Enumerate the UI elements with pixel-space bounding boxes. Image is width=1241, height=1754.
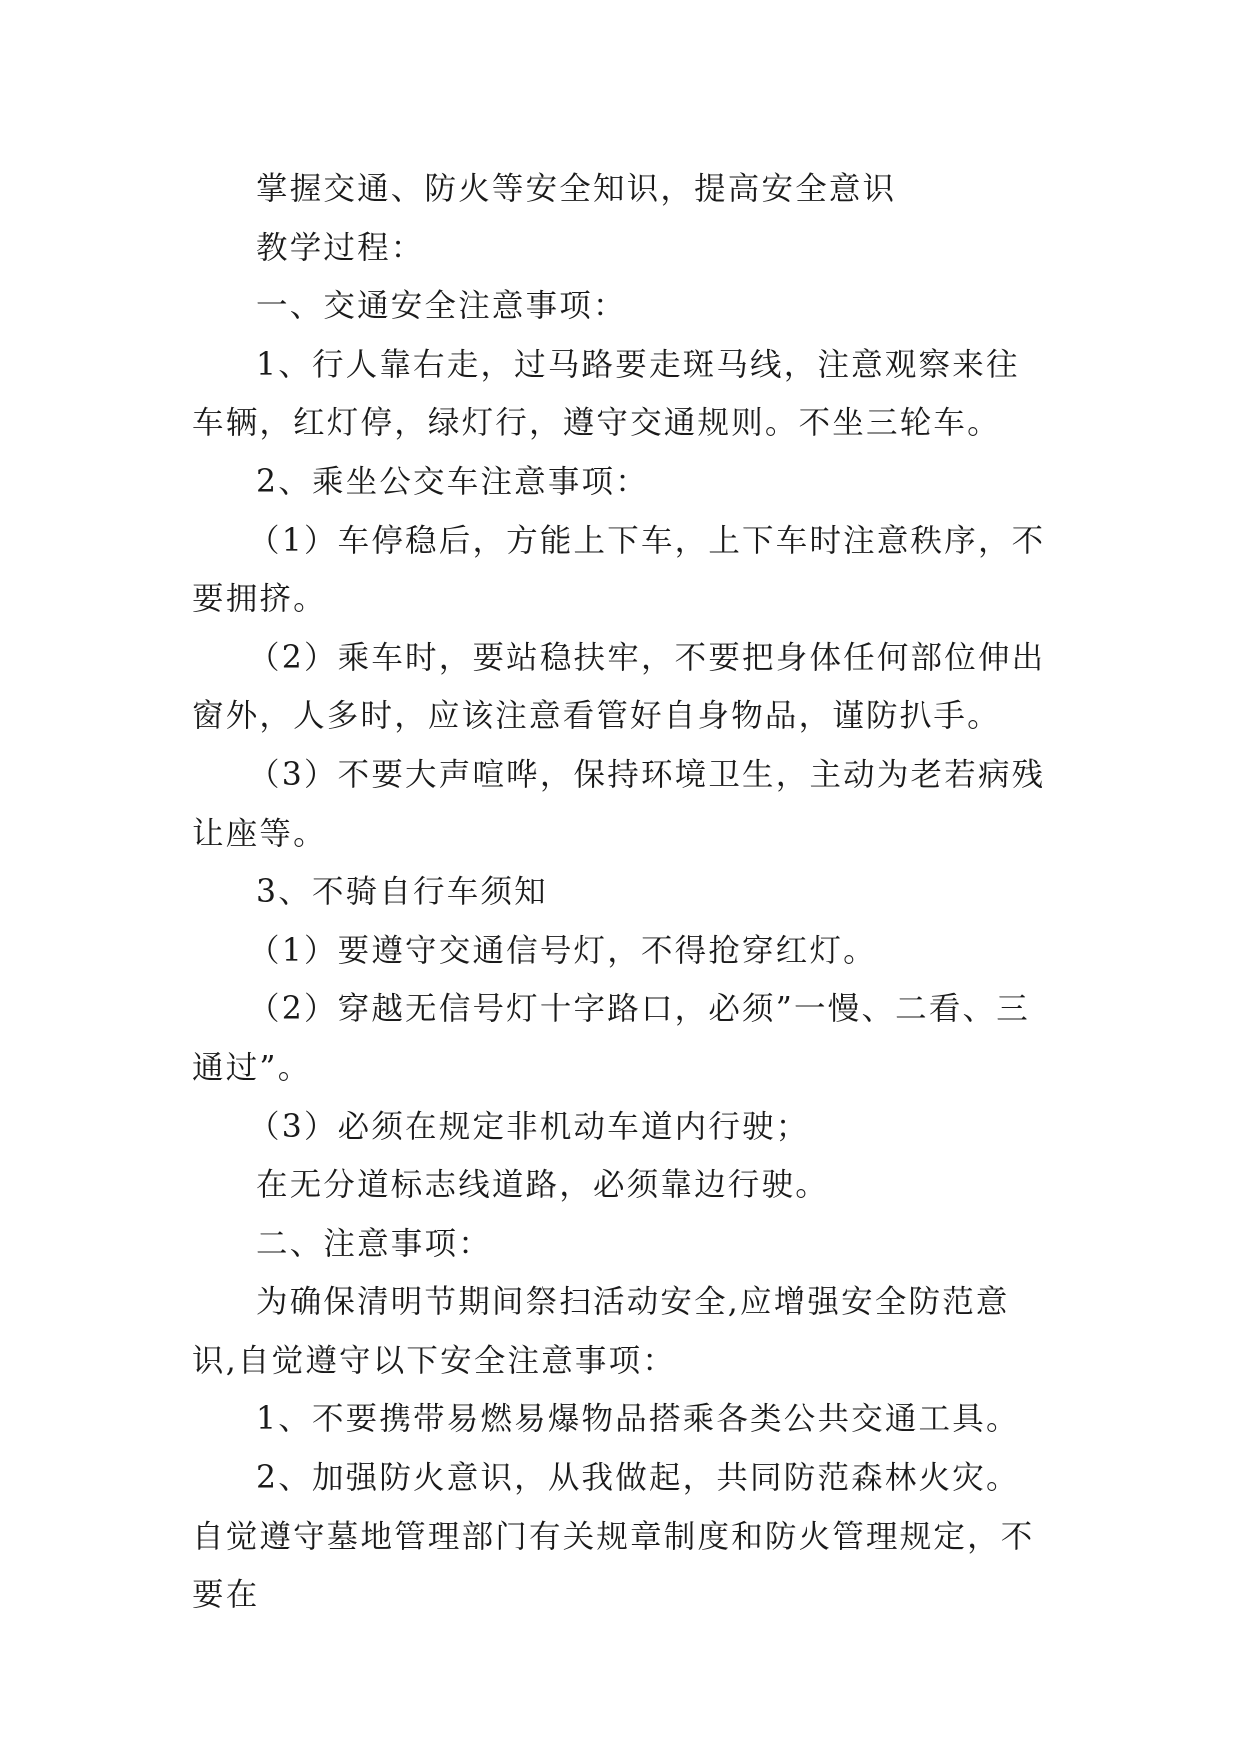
- paragraph-bicycle-2: （2）穿越无信号灯十字路口，必须”一慢、二看、三通过”。: [192, 991, 1030, 1086]
- paragraph-notes-1: 1、不要携带易燃易爆物品搭乘各类公共交通工具。: [256, 1401, 1020, 1438]
- paragraph-bus-1: （1）车停稳后，方能上下车，上下车时注意秩序，不要拥挤。: [192, 522, 1046, 618]
- paragraph-bus-heading: 2、乘坐公交车注意事项：: [256, 463, 649, 500]
- paragraph-bicycle-4: 在无分道标志线道路，必须靠边行驶。: [256, 1167, 829, 1204]
- document-body: [192, 160, 1052, 1625]
- paragraph-pedestrian: 1、行人靠右走，过马路要走斑马线，注意观察来往车辆，红灯停，绿灯行，遵守交通规则。不坐三轮车。: [192, 346, 1020, 442]
- section-heading-notes: 二、注意事项：: [256, 1225, 492, 1262]
- paragraph-notes-2: 2、加强防火意识，从我做起，共同防范森林火灾。自觉遵守墓地管理部门有关规章制度和防火管理规定，不要在: [192, 1460, 1035, 1614]
- paragraph-bicycle-3: （3）必须在规定非机动车道内行驶；: [248, 1108, 810, 1145]
- paragraph-bicycle-heading: 3、不骑自行车须知: [256, 874, 548, 911]
- paragraph-bus-2: （2）乘车时，要站稳扶牢，不要把身体任何部位伸出窗外，人多时，应该注意看管好自身物品，谨防扒手。: [192, 639, 1046, 735]
- paragraph-bus-3: （3）不要大声喧哗，保持环境卫生，主动为老若病残让座等。: [192, 756, 1046, 852]
- paragraph-objective: 掌握交通、防火等安全知识，提高安全意识: [256, 171, 897, 207]
- paragraph-process-heading: 教学过程：: [256, 229, 425, 266]
- paragraph-notes-intro: 为确保清明节期间祭扫活动安全,应增强安全防范意识,自觉遵守以下安全注意事项：: [192, 1284, 1010, 1379]
- paragraph-bicycle-1: （1）要遵守交通信号灯，不得抢穿红灯。: [248, 932, 877, 969]
- section-heading-traffic: 一、交通安全注意事项：: [256, 288, 627, 325]
